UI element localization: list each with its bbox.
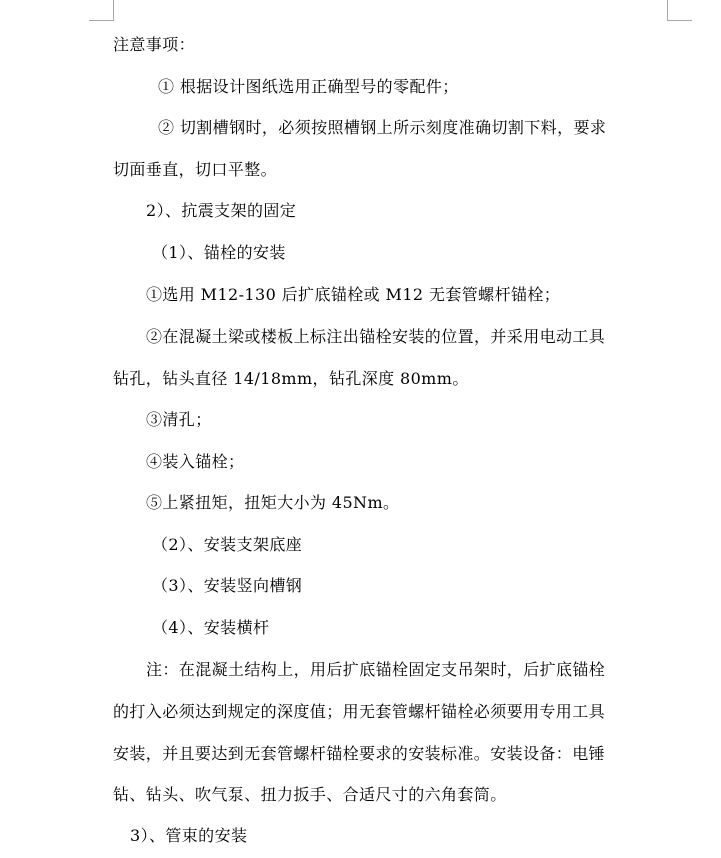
note-paragraph-line-3: 安装，并且要达到无套管螺杆锚栓要求的安装标准。安装设备：电锤 bbox=[113, 744, 606, 763]
notes-heading: 注意事项： bbox=[113, 35, 196, 54]
anchor-step-5: ⑤上紧扭矩，扭矩大小为 45Nm。 bbox=[146, 493, 400, 512]
section-heading-pipe-bundle-installation: 3）、管束的安装 bbox=[130, 826, 248, 845]
page-corner-mark-top-left bbox=[89, 0, 114, 21]
anchor-step-2: ②在混凝土梁或楼板上标注出锚栓安装的位置，并采用电动工具 bbox=[146, 327, 606, 346]
note-paragraph-line-2: 的打入必须达到规定的深度值；用无套管螺杆锚栓必须要用专用工具 bbox=[113, 702, 606, 721]
page-corner-mark-top-right bbox=[667, 0, 692, 21]
subsection-heading-anchor-installation: （1）、锚栓的安装 bbox=[152, 243, 286, 262]
note-item-2: ② 切割槽钢时，必须按照槽钢上所示刻度准确切割下料，要求 bbox=[158, 118, 607, 137]
note-paragraph-line-1: 注：在混凝土结构上，用后扩底锚栓固定支吊架时，后扩底锚栓 bbox=[146, 660, 606, 679]
anchor-step-2-continued: 钻孔，钻头直径 14/18mm，钻孔深度 80mm。 bbox=[113, 369, 469, 388]
subsection-heading-install-vertical-channel: （3）、安装竖向槽钢 bbox=[152, 576, 303, 595]
anchor-step-1: ①选用 M12-130 后扩底锚栓或 M12 无套管螺杆锚栓； bbox=[146, 285, 561, 304]
subsection-heading-install-base: （2）、安装支架底座 bbox=[152, 535, 303, 554]
note-paragraph-line-4: 钻、钻头、吹气泵、扭力扳手、合适尺寸的六角套筒。 bbox=[113, 785, 507, 804]
note-item-1: ① 根据设计图纸选用正确型号的零配件； bbox=[158, 77, 459, 96]
note-item-2-continued: 切面垂直，切口平整。 bbox=[113, 160, 278, 179]
anchor-step-3: ③清孔； bbox=[146, 410, 212, 429]
section-heading-seismic-support-fixing: 2）、抗震支架的固定 bbox=[146, 201, 297, 220]
subsection-heading-install-crossbar: （4）、安装横杆 bbox=[152, 618, 270, 637]
anchor-step-4: ④装入锚栓； bbox=[146, 452, 245, 471]
